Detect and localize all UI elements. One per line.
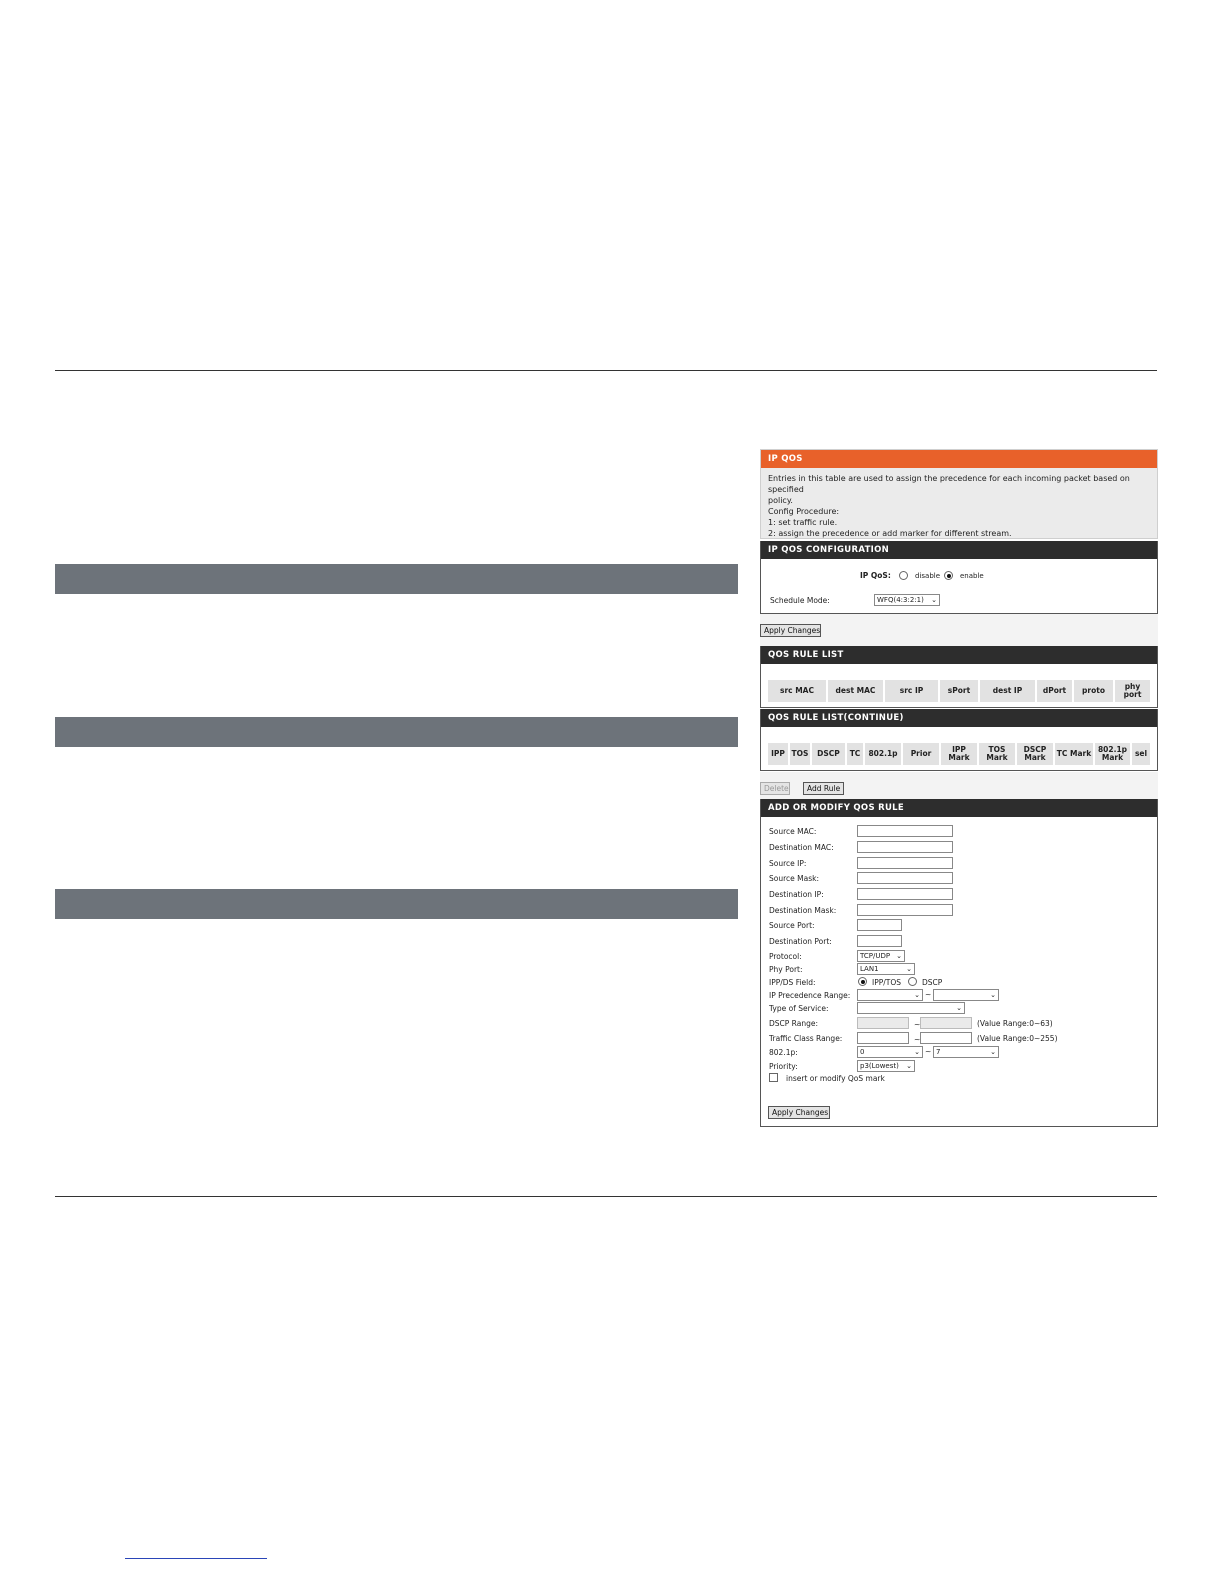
- range-tilde: ~: [925, 1047, 932, 1056]
- protocol-label: Protocol:: [769, 952, 802, 961]
- dscp-label: DSCP: [922, 978, 943, 987]
- qos-rule-list-panel: [760, 646, 1158, 708]
- dest-mask-input[interactable]: [857, 904, 953, 916]
- type-of-service-label: Type of Service:: [769, 1004, 829, 1013]
- section-bar-1: [55, 564, 738, 594]
- chevron-down-icon: ⌄: [914, 991, 920, 999]
- section-bar-2: [55, 717, 738, 747]
- delete-button[interactable]: Delete: [760, 782, 790, 795]
- phy-port-value: LAN1: [860, 965, 879, 973]
- config-apply-strip: [760, 614, 1158, 646]
- range-tilde: ~: [914, 1020, 921, 1029]
- form-title: ADD OR MODIFY QOS RULE: [761, 799, 1157, 817]
- source-ip-input[interactable]: [857, 857, 953, 869]
- col-proto: proto: [1074, 680, 1113, 702]
- col-prior: Prior: [903, 743, 939, 765]
- ippds-field-label: IPP/DS Field:: [769, 978, 816, 987]
- source-ip-label: Source IP:: [769, 859, 807, 868]
- col-tos-mark: TOS Mark: [979, 743, 1015, 765]
- col-ipp: IPP: [768, 743, 788, 765]
- dscp-range-to-input[interactable]: [920, 1017, 972, 1029]
- rule-buttons-strip: [760, 772, 1158, 799]
- ip-qos-config-panel: [760, 541, 1158, 614]
- chevron-down-icon: ⌄: [990, 991, 996, 999]
- ipp-tos-radio[interactable]: [858, 977, 867, 986]
- col-dest-ip: dest IP: [980, 680, 1035, 702]
- type-of-service-select[interactable]: [857, 1002, 965, 1014]
- source-mac-input[interactable]: [857, 825, 953, 837]
- dscp-range-hint: (Value Range:0~63): [977, 1019, 1053, 1028]
- chevron-down-icon: ⌄: [990, 1048, 996, 1056]
- intro-line: Entries in this table are used to assign the precedence for each incoming packet based on specified: [768, 474, 1130, 494]
- col-dscp: DSCP: [812, 743, 845, 765]
- rule-list-title: QOS RULE LIST: [761, 646, 1157, 664]
- dscp-range-label: DSCP Range:: [769, 1019, 818, 1028]
- rule-list-header-row: [761, 664, 1157, 708]
- disable-label: disable: [915, 572, 941, 580]
- phy-port-select[interactable]: [857, 963, 915, 975]
- dest-ip-input[interactable]: [857, 888, 953, 900]
- dest-ip-label: Destination IP:: [769, 890, 824, 899]
- apply-changes-form-button[interactable]: Apply Changes: [768, 1106, 830, 1119]
- priority-value: p3(Lowest): [860, 1062, 899, 1070]
- source-mask-input[interactable]: [857, 872, 953, 884]
- apply-changes-button[interactable]: Apply Changes: [760, 624, 821, 637]
- top-divider: [55, 370, 1157, 371]
- traffic-class-range-label: Traffic Class Range:: [769, 1034, 843, 1043]
- col-8021p-mark: 802.1p Mark: [1095, 743, 1130, 765]
- col-dest-mac: dest MAC: [828, 680, 883, 702]
- priority-label: Priority:: [769, 1062, 798, 1071]
- disable-radio[interactable]: [899, 571, 908, 580]
- dscp-radio[interactable]: [908, 977, 917, 986]
- section-bar-3: [55, 889, 738, 919]
- col-ipp-mark: IPP Mark: [941, 743, 977, 765]
- qos-rule-list-continue-panel: [760, 709, 1158, 771]
- schedule-mode-select[interactable]: [874, 594, 940, 606]
- intro-text: [761, 468, 1157, 538]
- col-src-mac: src MAC: [768, 680, 826, 702]
- dest-port-input[interactable]: [857, 935, 902, 947]
- config-body: [761, 559, 1157, 613]
- col-tc-mark: TC Mark: [1055, 743, 1093, 765]
- 8021p-label: 802.1p:: [769, 1048, 798, 1057]
- col-dport: dPort: [1037, 680, 1072, 702]
- col-tos: TOS: [790, 743, 810, 765]
- ip-precedence-from-select[interactable]: [857, 989, 923, 1001]
- dest-mac-input[interactable]: [857, 841, 953, 853]
- col-sel: sel: [1132, 743, 1150, 765]
- tc-range-hint: (Value Range:0~255): [977, 1034, 1058, 1043]
- col-8021p: 802.1p: [865, 743, 901, 765]
- 8021p-to-value: 7: [936, 1048, 941, 1056]
- range-tilde: ~: [914, 1035, 921, 1044]
- ip-qos-label: IP QoS:: [860, 571, 891, 580]
- col-src-ip: src IP: [885, 680, 938, 702]
- insert-mark-checkbox[interactable]: [769, 1073, 778, 1082]
- enable-label: enable: [960, 572, 984, 580]
- schedule-mode-label: Schedule Mode:: [770, 596, 830, 605]
- col-phy-port: phy port: [1115, 680, 1150, 702]
- footer-link-underline[interactable]: [125, 1558, 267, 1559]
- rule-list-continue-title: QOS RULE LIST(CONTINUE): [761, 709, 1157, 727]
- intro-line: 2: assign the precedence or add marker for different stream.: [768, 529, 1012, 538]
- protocol-select[interactable]: [857, 950, 905, 962]
- chevron-down-icon: ⌄: [914, 1048, 920, 1056]
- 8021p-from-value: 0: [860, 1048, 865, 1056]
- 8021p-from-select[interactable]: [857, 1046, 923, 1058]
- source-mask-label: Source Mask:: [769, 874, 819, 883]
- form-body: [761, 817, 1157, 1127]
- col-tc: TC: [847, 743, 863, 765]
- priority-select[interactable]: [857, 1060, 915, 1072]
- intro-line: Config Procedure:: [768, 507, 840, 516]
- dest-mac-label: Destination MAC:: [769, 843, 834, 852]
- col-dscp-mark: DSCP Mark: [1017, 743, 1053, 765]
- schedule-mode-value: WFQ(4:3:2:1): [877, 596, 924, 604]
- ipp-tos-label: IPP/TOS: [872, 978, 902, 987]
- enable-radio[interactable]: [944, 571, 953, 580]
- ip-precedence-to-select[interactable]: [933, 989, 999, 1001]
- chevron-down-icon: ⌄: [956, 1004, 962, 1012]
- range-tilde: ~: [925, 990, 932, 999]
- rule-list-continue-header-row: [761, 727, 1157, 771]
- insert-mark-label: insert or modify QoS mark: [786, 1074, 885, 1083]
- ip-qos-title: IP QOS: [761, 450, 1157, 468]
- source-port-input[interactable]: [857, 919, 902, 931]
- bottom-divider: [55, 1196, 1157, 1197]
- ip-precedence-range-label: IP Precedence Range:: [769, 991, 851, 1000]
- add-modify-rule-panel: [760, 799, 1158, 1127]
- add-rule-button[interactable]: Add Rule: [803, 782, 844, 795]
- chevron-down-icon: ⌄: [896, 952, 902, 960]
- chevron-down-icon: ⌄: [906, 1062, 912, 1070]
- intro-line: policy.: [768, 496, 793, 505]
- ip-qos-intro-panel: [760, 449, 1158, 539]
- chevron-down-icon: ⌄: [931, 596, 937, 604]
- dest-mask-label: Destination Mask:: [769, 906, 837, 915]
- col-sport: sPort: [940, 680, 978, 702]
- phy-port-label: Phy Port:: [769, 965, 803, 974]
- tc-range-to-input[interactable]: [920, 1032, 972, 1044]
- intro-line: 1: set traffic rule.: [768, 518, 838, 527]
- protocol-value: TCP/UDP: [860, 952, 891, 960]
- 8021p-to-select[interactable]: [933, 1046, 999, 1058]
- source-mac-label: Source MAC:: [769, 827, 817, 836]
- chevron-down-icon: ⌄: [906, 965, 912, 973]
- tc-range-from-input[interactable]: [857, 1032, 909, 1044]
- dscp-range-from-input[interactable]: [857, 1017, 909, 1029]
- config-title: IP QOS CONFIGURATION: [761, 541, 1157, 559]
- dest-port-label: Destination Port:: [769, 937, 832, 946]
- source-port-label: Source Port:: [769, 921, 815, 930]
